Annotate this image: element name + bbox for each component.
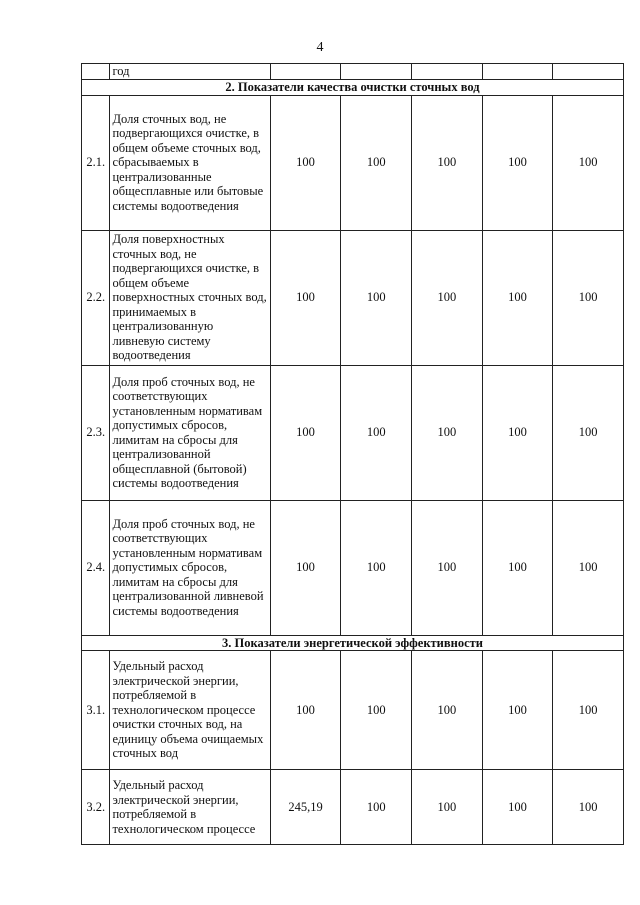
value-cell: 100	[270, 651, 341, 770]
row-number: 2.1.	[82, 95, 110, 230]
value-cell: 100	[553, 770, 624, 845]
value-cell: 100	[341, 95, 412, 230]
section-header-row	[82, 80, 624, 96]
row-number: 2.2.	[82, 230, 110, 365]
page-number: 4	[316, 40, 324, 55]
value-cell: 100	[553, 651, 624, 770]
row-number: 2.4.	[82, 500, 110, 635]
row-description: Доля проб сточных вод, не соответствующих установленным нормативам допустимых сбросов, лимитам на сбросы для централизованной общесплавной (бытовой) системы водоотведения	[110, 365, 270, 500]
value-cell: 100	[482, 770, 553, 845]
row-description: Доля поверхностных сточных вод, не подвергающихся очистке, в общем объеме поверхностных сточных вод, принимаемых в централизованную ливневую систему водоотведения	[110, 230, 270, 365]
value-cell: 100	[482, 95, 553, 230]
table-row	[82, 230, 624, 365]
value-cell: 100	[270, 500, 341, 635]
value-cell: 100	[412, 651, 483, 770]
value-cell	[553, 64, 624, 80]
row-number: 3.2.	[82, 770, 110, 845]
table-row	[82, 500, 624, 635]
row-description: Удельный расход электрической энергии, потребляемой в технологическом процессе очистки сточных вод, на единицу объема очищаемых сточных вод	[110, 651, 270, 770]
value-cell: 100	[270, 230, 341, 365]
value-cell: 100	[482, 230, 553, 365]
row-description: Удельный расход электрической энергии, потребляемой в технологическом процессе	[110, 770, 270, 845]
value-cell: 100	[553, 365, 624, 500]
value-cell	[270, 64, 341, 80]
value-cell	[412, 64, 483, 80]
table-row	[82, 95, 624, 230]
value-cell	[482, 64, 553, 80]
value-cell: 100	[482, 651, 553, 770]
section-title: 3. Показатели энергетической эффективности	[82, 635, 624, 651]
value-cell: 245,19	[270, 770, 341, 845]
value-cell: 100	[341, 500, 412, 635]
row-number-cell	[82, 64, 110, 80]
value-cell	[341, 64, 412, 80]
section-title: 2. Показатели качества очистки сточных вод	[82, 80, 624, 96]
row-number: 2.3.	[82, 365, 110, 500]
row-description: Доля проб сточных вод, не соответствующих установленным нормативам допустимых сбросов, лимитам на сбросы для централизованной ливневой системы водоотведения	[110, 500, 270, 635]
indicators-table	[81, 63, 624, 845]
value-cell: 100	[341, 651, 412, 770]
value-cell: 100	[341, 770, 412, 845]
value-cell: 100	[553, 95, 624, 230]
value-cell: 100	[482, 365, 553, 500]
table-row	[82, 770, 624, 845]
row-description: Доля сточных вод, не подвергающихся очистке, в общем объеме сточных вод, сбрасываемых в централизованные общесплавные или бытовые системы водоотведения	[110, 95, 270, 230]
value-cell: 100	[270, 95, 341, 230]
table-row	[82, 365, 624, 500]
value-cell: 100	[412, 365, 483, 500]
table-row	[82, 64, 624, 80]
value-cell: 100	[412, 95, 483, 230]
section-header-row	[82, 635, 624, 651]
row-description: год	[110, 64, 270, 80]
value-cell: 100	[270, 365, 341, 500]
value-cell: 100	[412, 230, 483, 365]
value-cell: 100	[553, 500, 624, 635]
value-cell: 100	[412, 770, 483, 845]
row-number: 3.1.	[82, 651, 110, 770]
table-row	[82, 651, 624, 770]
value-cell: 100	[341, 230, 412, 365]
value-cell: 100	[482, 500, 553, 635]
value-cell: 100	[412, 500, 483, 635]
value-cell: 100	[341, 365, 412, 500]
value-cell: 100	[553, 230, 624, 365]
